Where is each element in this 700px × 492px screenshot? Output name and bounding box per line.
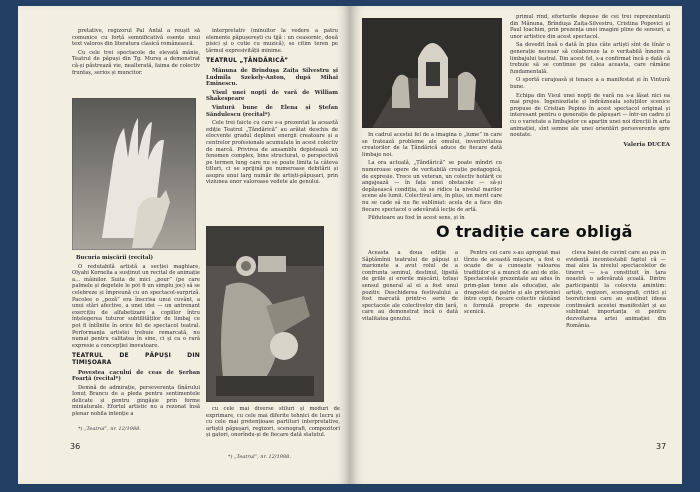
right-col1 [362, 132, 502, 236]
left-col2-top [206, 28, 338, 224]
photo-puppet [206, 226, 324, 402]
tandarica-paragraph: Cele trei faicte cu care s-a prezentat la această ediție Teatrul „Țăndărică” au arătat deschis de elocvente gradul deplinei energii creatoare și a centrelor profesionale acumulate în acest colectiv de marcă. Privirea de ansamblu depistează un fenomen complex, bine structurat, o perspectivă pe termen lung care nu se poate limita la câteva titluri, ci se sprijină pe numeroase debitării și asupra unui larg număr de artiști-păpușari, prin viziunea unor valoroase vedete ale genului. [206, 120, 338, 186]
tandarica-paragraph-2: cu cele mai diverse stiluri și moduri de exprimare, cu cele mai diferite tehnici de lucru și cu cele mai pretențioase partituri interpretative, artiștii păpușari, regizori, scenografi, compozitori și gatori, onorîndu-și de fiecare dată statutul. [206, 406, 340, 439]
tandarica-sub-3: Vintură bune de Elena și Ștefan Săndulescu (recital*) [206, 104, 338, 118]
right-bottom-col1 [362, 250, 458, 470]
right-bottom-col2 [464, 250, 560, 470]
left-col1-intro [72, 28, 200, 92]
tandarica-sub-1: Mânuna de Brînduşa Zaița Silvestru și Ludmila Szekely-Anton, după Mihai Eminescu. [206, 67, 338, 88]
section-heading-timisoara: TEATRUL DE PĂPUȘI DIN TIMIȘOARA [72, 352, 200, 366]
left-col1-body [72, 252, 200, 472]
right-col1-end: Pildutoare au fost în acest sens, și în [368, 215, 465, 222]
col2-intro: interpretativ (mînuitor la vedere a patru elemente păpușerești cu tijă : un ceasornic, două pisici și o cutie cu muzică), se citim teren pe țărmul expresivității minime. [206, 28, 338, 54]
article-title: O tradiție care obligă [436, 222, 633, 241]
left-footnote-2: *) „Teatrul”, nr. 12/1988. [228, 454, 291, 460]
left-col2-bottom [206, 406, 340, 454]
tandarica-sub-2: Visul unei nopți de vară de William Shakespeare [206, 89, 338, 103]
right-col2-mid2: O sportă curajoasă și tenace a a manifestat și în Vintură bune. [510, 77, 670, 90]
bottom-col1-text: Aceasta a doua ediție a Săptămînii teatrului de păpuși și marionete a avut rolul de a confrunta seninul, destinul, lipsită de griile și erorile mișcării, totuși sensul general al ei a fost unul pozitiv. Deschiderea festivalului a fost marcată printr-o serie de spectacole ale colectivelor din țară, care au demonstrat încă o dată vitalitatea genului. [362, 250, 458, 322]
puppet-illustration [206, 226, 324, 402]
recital-paragraph: O redutabilă artistă a secției maghiare, Olyahi Kornelia a susținut un recital de animație a... mâinilor. Suita de mici „pour” (pe care palmele și degetele le pot fi un simplu joc) să se celebreze și împreună cu un spectacol-surpriză. Pacolee o „poză” era înscrisa unui cuvânt, a unui stări afective, a unei idei — un antrenant exercițiu de alfabetizare a copiilor întru înțelegerea tuturor subtilităților de limbaj ce pot fi întîlnite în orice fel de spectacol teatral. Performanța artistei trebuie remarcată, nu numai pentru calitatea în sine, ci și ca o rară expresie a concepției inovatoare. [72, 263, 200, 349]
right-col2-end: Echipa din Visul unei nopți de vară nu s-a lăsat nici ea mai prejos. Ingeniozitate și îndrăzneala soluțiilor scenice propuse de Cristian Pepino în acest spectacol original și interesant pentru o generație de păpușari — într-un cadru și cu o varietate a limbajelor ce aparțin unei noi direcții în arta animației, sînt semne ale unei orientări perseverente spre noutate. [510, 92, 670, 139]
bottom-col3-text: cleva baiei de cuvînt care au pus în evidență incontestabil faptul că — mai ales la nivelul spectacolelor de tineret — s-a constituit în țara noastră o adevărată școală. Dintre participanții la colocviu amintim: artiști, regizori, scenografi, critici și teoreticieni care au susținut ideea continuării acestei manifestări și au subliniat importanța ei pentru dezvoltarea artei animației din România. [566, 250, 666, 329]
right-page [350, 6, 682, 484]
photo1-caption: Bucuria mișcării (recital) [76, 255, 154, 261]
article-author: Valeria DUCEA [623, 141, 670, 148]
stage-illustration [362, 18, 502, 128]
left-footnote-1: *) „Teatrul”, nr. 12/1988. [78, 426, 141, 432]
intro-paragraph: pretative, regizorul Pal Antal a reușit să comunice cu forță semnificativă esențe unui text valoros din literatura clasică românească. [72, 28, 200, 48]
intro-paragraph-2: Cu cele trei spectacole de elevată mănie, Teatrul de păpuși din Tg. Mureș a demonstrat că-și păstrează vie, nealterată, faima de colectiv fruntaș, serios și muncitor. [72, 49, 200, 76]
timisoara-subtitle: Povestea cacului de ceas de Șerban Foarță (recital*) [72, 369, 200, 383]
hands-illustration [72, 98, 196, 250]
photo-hands [72, 98, 196, 250]
right-col1-top: În cadrul acestui fel de a imagina o „lume” în care se tratează probleme ale omului, inventivitatea creatorilor de la Țăndărică aduce de fiecare dată limbaje noi. [362, 132, 502, 158]
right-col2-top: primul rînd, eforturile depuse de cei trei reprezentanți din Mânuna, Brînduşa Zaița-Silvestru, Cristina Popovici și Paul Ioachim, prin prezența unei imagini pline de sensuri, a unor artistice din acest spectacol. [510, 14, 670, 40]
page-number-right: 37 [656, 442, 667, 451]
right-col1-mid: La ora actuală, „Țăndărică” se poate mîndri cu numeroase opere de veritabilă creație pedagogică, de expresie. Trece un veteran, un colectiv hotărît ce angajează — în fața unei obstacole — să-și depășească condiția, să se ridice la nivelul marilor scene ale lumii. Colectivul are, în plus, un merit care nu se cade să nu fie subliniat: acela de a face din fiecare spectacol o adevărată lecție de artă. [362, 160, 502, 213]
timisoara-paragraph: Demnă de admirație, perseverența tînărului Ionuț Brancu de a pleda pentru sentimentele delicate și pentru gingășie prin forme miniaturale. Efortul artistic nu a rezonat însă plenar nobila intenție a [72, 384, 200, 418]
photo-stage [362, 18, 502, 128]
bottom-col2-text: Pentru cei care s-au apropiat mai tîrziu de această mișcare, a fost o ocazie de a cunoaște valoarea tradițiilor și a muncii de ani de zile. Spectacolele prezentate au adus în prim-plan teme ale educației, ale dragostei de patrie și ale prieteniei între copii, fiecare colectiv căutând o formulă proprie de expresie scenică. [464, 250, 560, 316]
page-number-left: 36 [70, 442, 81, 451]
left-page [18, 6, 350, 484]
right-col2-mid: Sa dovedit însă o dată în plus câte artiști sînt de tînăr o generație necesar să colaboreze la o veritabilă înnoire a limbajului teatral. Din acest fel, s-a confirmat încă o dată că trebuie să se continue pe calea aceasta, care rămâne fundamentală. [510, 42, 670, 75]
right-col2 [510, 14, 670, 212]
section-heading-tandarica: TEATRUL „ȚĂNDĂRICĂ” [206, 57, 289, 65]
right-bottom-col3 [566, 250, 666, 450]
